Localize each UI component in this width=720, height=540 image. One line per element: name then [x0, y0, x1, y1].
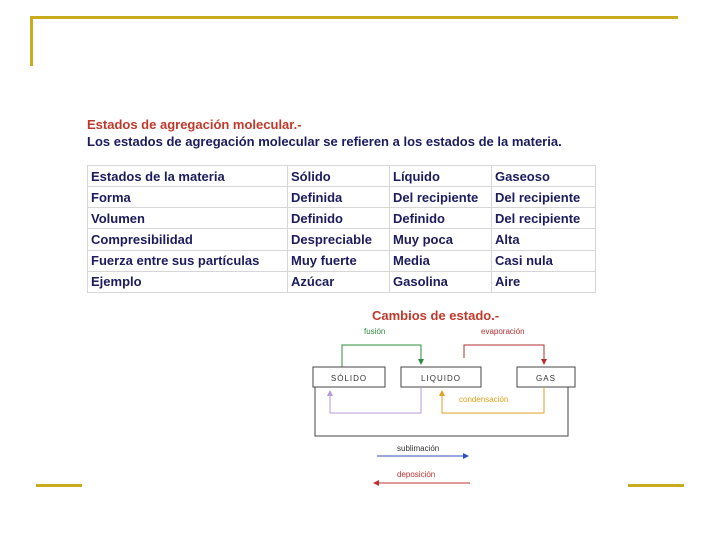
table-cell: Definida — [288, 187, 390, 208]
table-cell: Ejemplo — [88, 271, 288, 292]
table-row — [88, 250, 596, 271]
condensation-label: condensación — [459, 395, 509, 404]
solid-box-label: SÓLIDO — [330, 374, 368, 383]
table-cell: Definido — [288, 208, 390, 229]
frame-left-line — [30, 16, 33, 66]
gas-box-label: GAS — [536, 374, 556, 383]
liquid-box — [401, 367, 481, 387]
table-cell: Forma — [88, 187, 288, 208]
table-header-cell: Sólido — [288, 166, 390, 187]
diagram-title: Cambios de estado.- — [372, 308, 500, 323]
sublimation-label: sublimación — [397, 444, 440, 453]
slide-heading: Estados de agregación molecular.- — [87, 117, 302, 132]
states-table — [87, 165, 596, 293]
table-cell: Del recipiente — [390, 187, 492, 208]
table-row — [88, 271, 596, 292]
table-cell: Despreciable — [288, 229, 390, 250]
table-row — [88, 208, 596, 229]
table-header-cell: Gaseoso — [492, 166, 596, 187]
table-cell: Definido — [390, 208, 492, 229]
table-header-row — [88, 166, 596, 187]
evaporation-arrow — [464, 345, 544, 362]
frame-top-line — [30, 16, 678, 19]
slide-intro: Los estados de agregación molecular se refieren a los estados de la materia. — [87, 134, 562, 149]
state-changes-diagram — [290, 320, 590, 495]
table-cell: Compresibilidad — [88, 229, 288, 250]
bottom-right-line — [628, 484, 684, 487]
table-row — [88, 187, 596, 208]
fusion-label: fusión — [364, 327, 386, 336]
table-cell: Volumen — [88, 208, 288, 229]
bottom-left-line — [36, 484, 82, 487]
table-cell: Casi nula — [492, 250, 596, 271]
fusion-arrow — [342, 345, 421, 367]
solid-box — [313, 367, 385, 387]
table-cell: Muy poca — [390, 229, 492, 250]
deposition-label: deposición — [397, 470, 436, 479]
table-cell: Aire — [492, 271, 596, 292]
table-cell: Del recipiente — [492, 208, 596, 229]
table-header-cell: Estados de la materia — [88, 166, 288, 187]
table-cell: Media — [390, 250, 492, 271]
table-cell: Alta — [492, 229, 596, 250]
table-cell: Azúcar — [288, 271, 390, 292]
table-cell: Gasolina — [390, 271, 492, 292]
solidification-arrow — [330, 387, 421, 413]
evaporation-label: evaporación — [481, 327, 525, 336]
gas-box — [517, 367, 575, 387]
table-cell: Fuerza entre sus partículas — [88, 250, 288, 271]
liquid-box-label: LIQUIDO — [421, 374, 461, 383]
table-cell: Del recipiente — [492, 187, 596, 208]
table-header-cell: Líquido — [390, 166, 492, 187]
table-row — [88, 229, 596, 250]
table-cell: Muy fuerte — [288, 250, 390, 271]
